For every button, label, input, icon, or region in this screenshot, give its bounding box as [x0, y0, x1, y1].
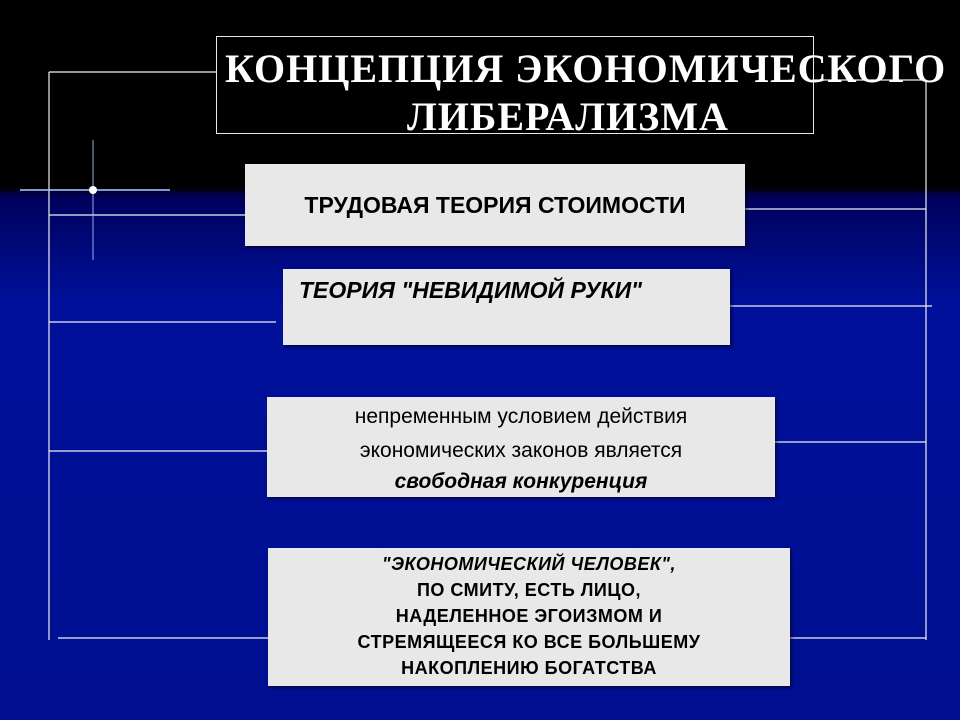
title-line-2: ЛИБЕРАЛИЗМА: [407, 94, 729, 139]
card-economic-man-line-3: НАДЕЛЕННОЕ ЭГОИЗМОМ И: [395, 606, 663, 626]
card-labor-theory: [245, 164, 745, 246]
flare-decoration: [20, 140, 170, 260]
card-free-competition-line-1: непременным условием действия: [354, 405, 688, 428]
title-box: [216, 36, 947, 139]
card-free-competition-line-3: свободная конкуренция: [394, 470, 648, 493]
title-line-1: КОНЦЕПЦИЯ ЭКОНОМИЧЕСКОГО: [225, 46, 947, 91]
card-economic-man-line-2: ПО СМИТУ, ЕСТЬ ЛИЦО,: [416, 580, 641, 600]
card-free-competition: [267, 397, 775, 497]
card-economic-man-line-5: НАКОПЛЕНИЮ БОГАТСТВА: [401, 658, 657, 678]
card-invisible-hand: [283, 269, 730, 345]
card-free-competition-line-2: экономических законов является: [359, 439, 683, 462]
card-invisible-hand-text: ТЕОРИЯ "НЕВИДИМОЙ РУКИ": [299, 277, 643, 303]
card-economic-man: [268, 548, 790, 686]
card-economic-man-line-4: СТРЕМЯЩЕЕСЯ КО ВСЕ БОЛЬШЕМУ: [357, 632, 701, 652]
card-labor-theory-text: ТРУДОВАЯ ТЕОРИЯ СТОИМОСТИ: [304, 192, 686, 218]
card-economic-man-line-1: "ЭКОНОМИЧЕСКИЙ ЧЕЛОВЕК",: [382, 554, 676, 574]
